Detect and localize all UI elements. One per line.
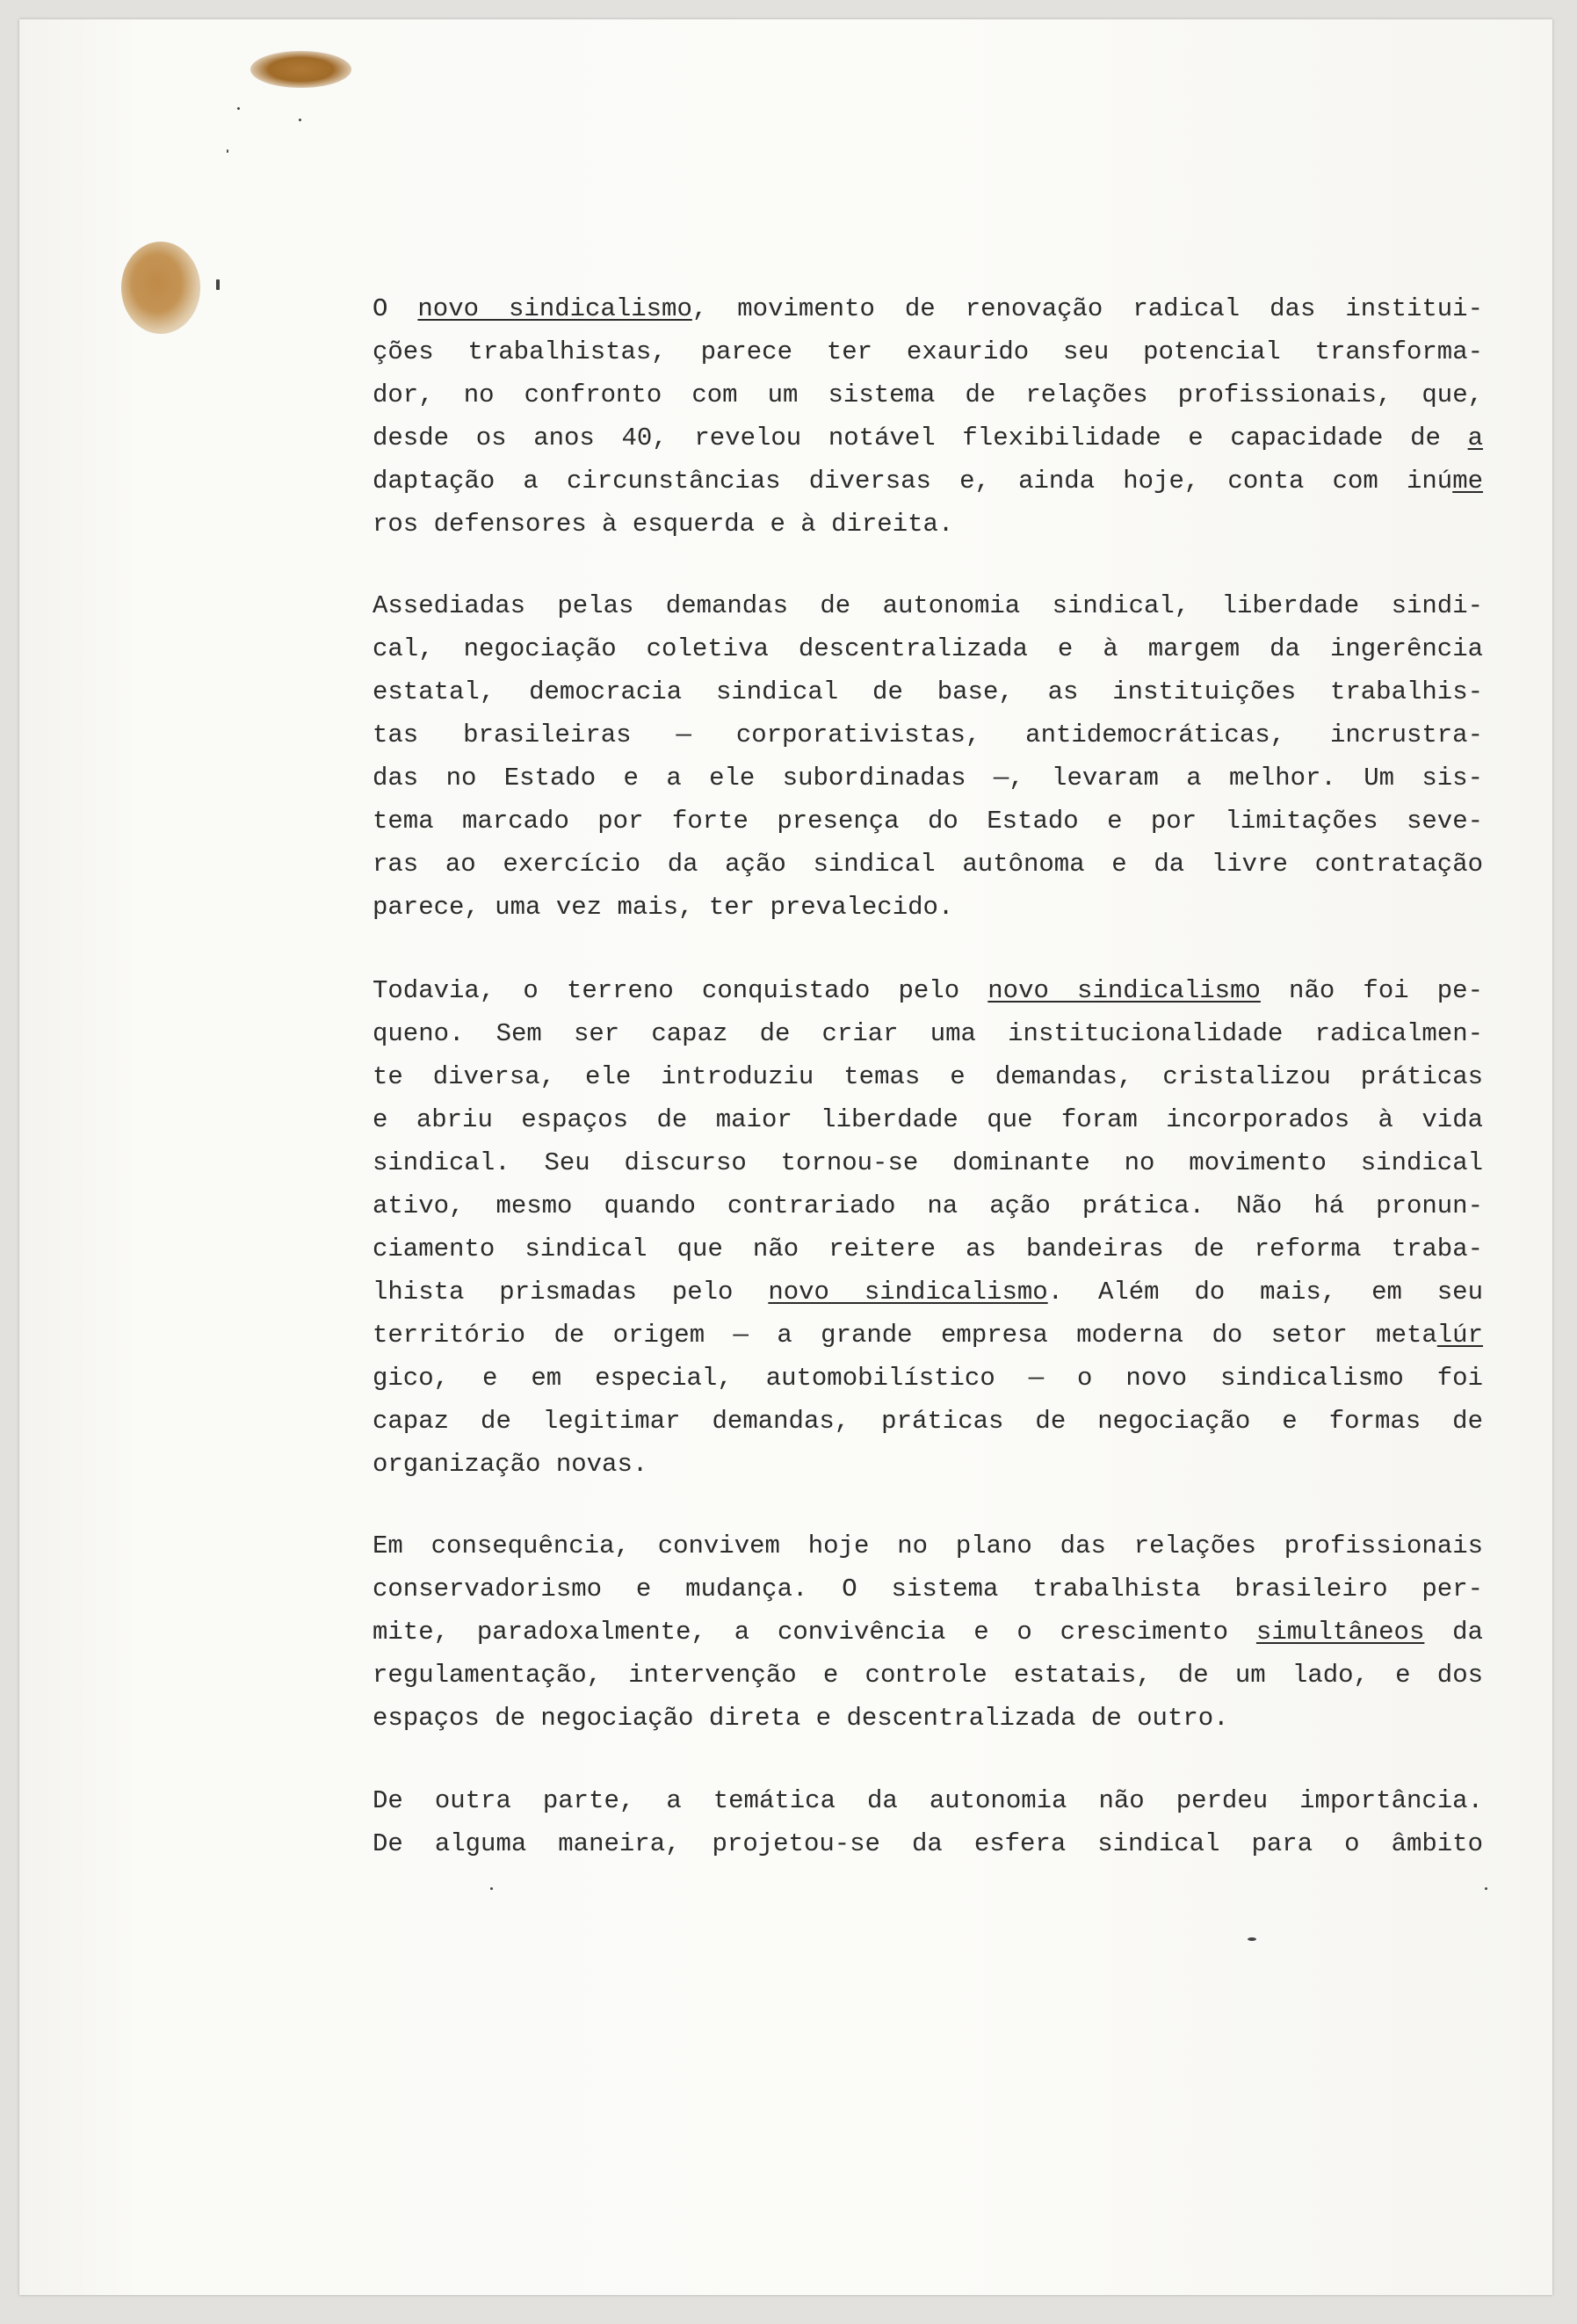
text-line: parece, uma vez mais, ter prevalecido. bbox=[373, 893, 954, 922]
text-line: território de origem — a grande empresa moderna do setor metalúr bbox=[373, 1321, 1483, 1350]
speck bbox=[227, 149, 228, 153]
text-line: das no Estado e a ele subordinadas —, levaram a melhor. Um sis- bbox=[373, 764, 1483, 793]
text-line: ativo, mesmo quando contrariado na ação prática. Não há pronun- bbox=[373, 1191, 1483, 1220]
text-line: mite, paradoxalmente, a convivência e o crescimento simultâneos da bbox=[373, 1618, 1483, 1647]
text-line: conservadorismo e mudança. O sistema trabalhista brasileiro per- bbox=[373, 1575, 1483, 1604]
speck bbox=[1485, 1887, 1487, 1890]
text-line: gico, e em especial, automobilístico — o novo sindicalismo foi bbox=[373, 1364, 1483, 1393]
text-line: ras ao exercício da ação sindical autônoma e da livre contratação bbox=[373, 850, 1483, 879]
paragraph-5 bbox=[373, 1779, 1483, 1865]
underlined-term: novo sindicalismo bbox=[417, 294, 692, 323]
text-line: espaços de negociação direta e descentralizada de outro. bbox=[373, 1704, 1229, 1733]
speck bbox=[299, 119, 301, 121]
text-line: cal, negociação coletiva descentralizada e à margem da ingerência bbox=[373, 634, 1483, 663]
text-line: estatal, democracia sindical de base, as instituições trabalhis- bbox=[373, 677, 1483, 706]
text-line: daptação a circunstâncias diversas e, ainda hoje, conta com inúme bbox=[373, 467, 1483, 496]
text-line: Em consequência, convivem hoje no plano das relações profissionais bbox=[373, 1531, 1483, 1560]
text-line: Assediadas pelas demandas de autonomia sindical, liberdade sindi- bbox=[373, 591, 1483, 620]
text-line: regulamentação, intervenção e controle estatais, de um lado, e dos bbox=[373, 1661, 1483, 1690]
speck bbox=[237, 107, 240, 110]
text-line: ros defensores à esquerda e à direita. bbox=[373, 510, 954, 539]
paragraph-1 bbox=[373, 287, 1483, 546]
text-line: De outra parte, a temática da autonomia não perdeu importância. bbox=[373, 1786, 1483, 1815]
paragraph-4 bbox=[373, 1524, 1483, 1740]
text-line: desde os anos 40, revelou notável flexibilidade e capacidade de a bbox=[373, 424, 1483, 452]
text-line: dor, no confronto com um sistema de relações profissionais, que, bbox=[373, 380, 1483, 409]
text-line: ções trabalhistas, parece ter exaurido seu potencial transforma- bbox=[373, 337, 1483, 366]
text-line: lhista prismadas pelo novo sindicalismo. Além do mais, em seu bbox=[373, 1278, 1483, 1307]
text-line: De alguma maneira, projetou-se da esfera sindical para o âmbito bbox=[373, 1829, 1483, 1858]
text-line: te diversa, ele introduziu temas e demandas, cristalizou práticas bbox=[373, 1062, 1483, 1091]
paragraph-3 bbox=[373, 969, 1483, 1486]
text-line: tas brasileiras — corporativistas, antidemocráticas, incrustra- bbox=[373, 720, 1483, 749]
text-line: organização novas. bbox=[373, 1450, 648, 1479]
speck bbox=[490, 1887, 493, 1890]
text-line: sindical. Seu discurso tornou-se dominante no movimento sindical bbox=[373, 1148, 1483, 1177]
text-line: queno. Sem ser capaz de criar uma institucionalidade radicalmen- bbox=[373, 1019, 1483, 1048]
paragraph-2 bbox=[373, 584, 1483, 929]
text-line: O novo sindicalismo, movimento de renovação radical das institui- bbox=[373, 294, 1483, 323]
text-line: capaz de legitimar demandas, práticas de negociação e formas de bbox=[373, 1407, 1483, 1436]
speck bbox=[1248, 1937, 1256, 1941]
text-line: e abriu espaços de maior liberdade que foram incorporados à vida bbox=[373, 1105, 1483, 1134]
stain-mark-top bbox=[250, 51, 351, 88]
text-line: ciamento sindical que não reitere as bandeiras de reforma traba- bbox=[373, 1234, 1483, 1263]
speck bbox=[216, 279, 220, 290]
stain-mark-left bbox=[121, 242, 200, 334]
text-line: Todavia, o terreno conquistado pelo novo sindicalismo não foi pe- bbox=[373, 976, 1483, 1005]
text-line: tema marcado por forte presença do Estado e por limitações seve- bbox=[373, 807, 1483, 836]
